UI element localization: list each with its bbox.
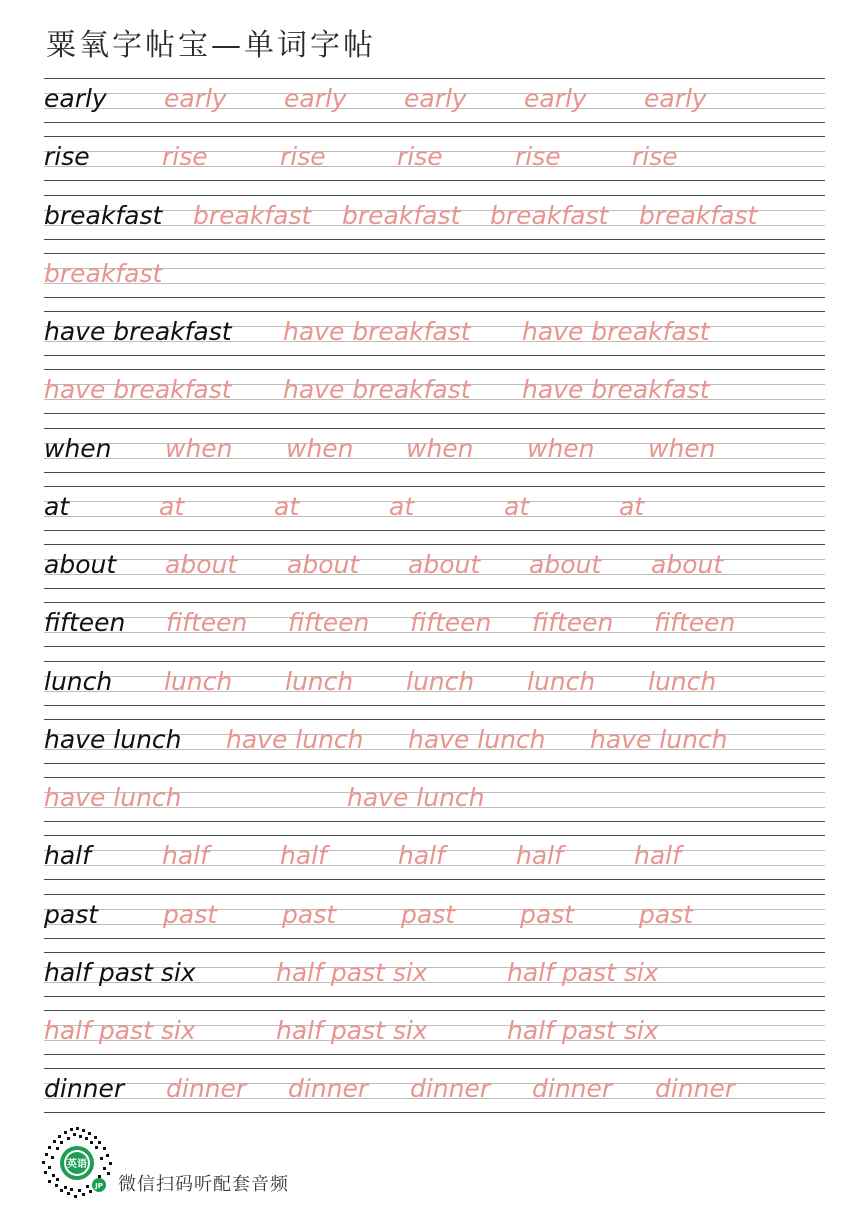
rule-bottom: [44, 530, 825, 531]
trace-word: rise: [515, 142, 561, 172]
trace-word: early: [644, 84, 707, 113]
trace-word: lunch: [648, 666, 717, 696]
rule-top: [44, 777, 825, 778]
rule-bottom: [44, 646, 825, 647]
trace-word: past: [401, 899, 456, 929]
trace-word: dinner: [532, 1074, 613, 1104]
trace-word: half: [516, 841, 563, 871]
trace-word: have lunch: [590, 724, 728, 754]
trace-word: at: [504, 491, 530, 521]
trace-word: fifteen: [410, 608, 492, 638]
trace-word: half past six: [276, 1016, 428, 1045]
qr-corner-text: JP: [95, 1182, 103, 1190]
trace-word: when: [406, 433, 474, 463]
practice-row: [0, 1010, 868, 1068]
practice-row: [0, 719, 868, 777]
trace-word: lunch: [285, 666, 354, 696]
rule-top: [44, 369, 825, 370]
trace-word: have breakfast: [44, 375, 232, 405]
model-word: early: [44, 84, 107, 113]
trace-word: past: [163, 899, 218, 929]
rule-bottom: [44, 821, 825, 822]
rule-top: [44, 602, 825, 603]
qr-badge-text: 英语: [67, 1159, 87, 1170]
rule-top: [44, 136, 825, 137]
practice-row: [0, 253, 868, 311]
trace-word: about: [651, 550, 724, 579]
model-word: half: [44, 841, 91, 871]
page-title: 粟氧字帖宝—单词字帖: [46, 28, 376, 63]
practice-row: [0, 894, 868, 952]
trace-word: early: [524, 84, 587, 113]
practice-row: [0, 544, 868, 602]
rule-bottom: [44, 1054, 825, 1055]
trace-word: half: [398, 841, 445, 871]
rule-top: [44, 835, 825, 836]
model-word: dinner: [44, 1074, 125, 1104]
practice-row: [0, 835, 868, 893]
trace-word: have lunch: [408, 724, 546, 754]
trace-word: at: [274, 491, 300, 521]
model-word: lunch: [44, 666, 113, 696]
trace-word: lunch: [527, 666, 596, 696]
rule-bottom: [44, 239, 825, 240]
trace-word: about: [408, 550, 481, 579]
model-word: half past six: [44, 957, 196, 987]
trace-word: dinner: [410, 1074, 491, 1104]
rule-top: [44, 486, 825, 487]
trace-word: about: [165, 550, 238, 579]
rule-top: [44, 1068, 825, 1069]
trace-word: have lunch: [347, 783, 485, 812]
trace-word: rise: [280, 142, 326, 172]
rule-top: [44, 894, 825, 895]
rule-top: [44, 195, 825, 196]
rule-top: [44, 428, 825, 429]
practice-row: [0, 1068, 868, 1126]
trace-word: half past six: [276, 957, 428, 987]
rule-bottom: [44, 996, 825, 997]
practice-row: [0, 777, 868, 835]
rule-bottom: [44, 180, 825, 181]
practice-row: [0, 311, 868, 369]
rule-bottom: [44, 588, 825, 589]
trace-word: breakfast: [490, 200, 609, 230]
rule-bottom: [44, 472, 825, 473]
practice-row: [0, 78, 868, 136]
practice-row: [0, 369, 868, 427]
rule-bottom: [44, 297, 825, 298]
trace-word: at: [389, 491, 415, 521]
practice-row: [0, 486, 868, 544]
rule-bottom: [44, 1112, 825, 1113]
rule-top: [44, 311, 825, 312]
trace-word: rise: [397, 142, 443, 172]
trace-word: when: [165, 433, 233, 463]
trace-word: have breakfast: [522, 375, 710, 405]
trace-word: dinner: [288, 1074, 369, 1104]
rule-top: [44, 952, 825, 953]
qr-caption: 微信扫码听配套音频: [118, 1174, 289, 1195]
trace-word: when: [648, 433, 716, 463]
practice-row: [0, 195, 868, 253]
rule-top: [44, 78, 825, 79]
trace-word: lunch: [164, 666, 233, 696]
practice-row: [0, 428, 868, 486]
rule-top: [44, 661, 825, 662]
trace-word: about: [529, 550, 602, 579]
practice-row: [0, 602, 868, 660]
model-word: about: [44, 550, 117, 579]
trace-word: early: [404, 84, 467, 113]
trace-word: when: [527, 433, 595, 463]
rule-top: [44, 544, 825, 545]
trace-word: about: [287, 550, 360, 579]
trace-word: breakfast: [342, 200, 461, 230]
rule-bottom: [44, 413, 825, 414]
trace-word: fifteen: [288, 608, 370, 638]
trace-word: dinner: [166, 1074, 247, 1104]
practice-row: [0, 136, 868, 194]
rule-bottom: [44, 355, 825, 356]
rule-bottom: [44, 879, 825, 880]
model-word: rise: [44, 142, 90, 172]
trace-word: lunch: [406, 666, 475, 696]
trace-word: at: [159, 491, 185, 521]
trace-word: half: [634, 841, 681, 871]
trace-word: at: [619, 491, 645, 521]
trace-word: rise: [162, 142, 208, 172]
trace-word: half: [280, 841, 327, 871]
rule-bottom: [44, 938, 825, 939]
rule-top: [44, 253, 825, 254]
trace-word: breakfast: [193, 200, 312, 230]
trace-word: have breakfast: [283, 317, 471, 346]
trace-word: when: [286, 433, 354, 463]
trace-word: early: [164, 84, 227, 113]
rule-bottom: [44, 763, 825, 764]
rule-bottom: [44, 122, 825, 123]
trace-word: breakfast: [44, 258, 163, 288]
model-word: have breakfast: [44, 317, 232, 346]
trace-word: past: [639, 899, 694, 929]
trace-word: half past six: [44, 1016, 196, 1045]
trace-word: half past six: [507, 1016, 659, 1045]
trace-word: early: [284, 84, 347, 113]
rule-top: [44, 719, 825, 720]
rule-bottom: [44, 705, 825, 706]
rule-top: [44, 1010, 825, 1011]
model-word: at: [44, 491, 70, 521]
practice-row: [0, 661, 868, 719]
model-word: have lunch: [44, 724, 182, 754]
worksheet: [0, 78, 868, 1127]
trace-word: fifteen: [166, 608, 248, 638]
trace-word: half past six: [507, 957, 659, 987]
trace-word: have lunch: [226, 724, 364, 754]
practice-row: [0, 952, 868, 1010]
trace-word: have breakfast: [283, 375, 471, 405]
trace-word: fifteen: [654, 608, 736, 638]
model-word: when: [44, 433, 112, 463]
trace-word: past: [520, 899, 575, 929]
trace-word: dinner: [655, 1074, 736, 1104]
trace-word: past: [282, 899, 337, 929]
trace-word: half: [162, 841, 209, 871]
trace-word: have lunch: [44, 783, 182, 812]
model-word: fifteen: [44, 608, 126, 638]
model-word: breakfast: [44, 200, 163, 230]
qr-code-icon: [40, 1126, 114, 1200]
trace-word: fifteen: [532, 608, 614, 638]
trace-word: breakfast: [639, 200, 758, 230]
trace-word: rise: [632, 142, 678, 172]
trace-word: have breakfast: [522, 317, 710, 346]
model-word: past: [44, 899, 99, 929]
